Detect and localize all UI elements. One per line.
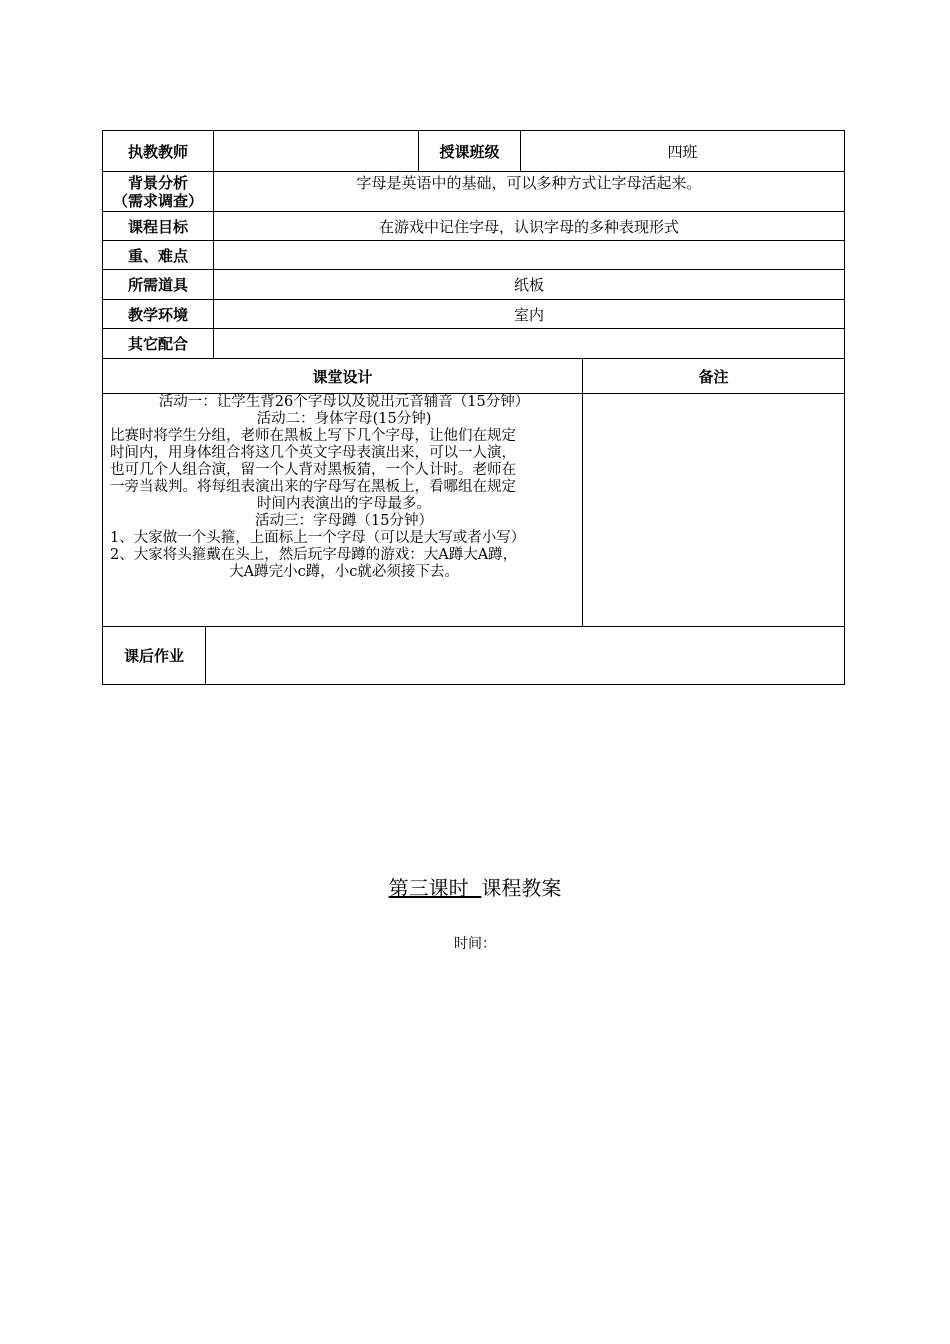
- environment-value: 室内: [513, 305, 544, 324]
- class-label: 授课班级: [439, 142, 500, 161]
- design-line: 比赛时将学生分组，老师在黑板上写下几个字母，让他们在规定: [110, 428, 516, 444]
- notes-header: 备注: [698, 367, 729, 386]
- lesson-title: [0, 872, 950, 901]
- other-value: [214, 329, 844, 358]
- key-points-value: [214, 241, 844, 269]
- key-points-label: 重、难点: [127, 246, 188, 265]
- design-line: 活动三：字母蹲（15分钟）: [255, 513, 433, 529]
- design-line: 1、大家做一个头箍，上面标上一个字母（可以是大写或者小写）: [110, 530, 526, 546]
- props-label: 所需道具: [127, 276, 188, 294]
- design-header: 课堂设计: [312, 367, 373, 386]
- notes-value: [583, 394, 844, 626]
- environment-label: 教学环境: [127, 305, 188, 324]
- other-label: 其它配合: [127, 335, 188, 353]
- background-value: 字母是英语中的基础，可以多种方式让字母活起来。: [356, 173, 702, 192]
- lesson-title-number: 第三课时: [388, 876, 482, 900]
- design-line: 一旁当裁判。将每组表演出来的字母写在黑板上，看哪组在规定: [110, 479, 516, 495]
- homework-label: 课后作业: [123, 647, 184, 665]
- lesson-title-text: 课程教案: [481, 876, 562, 900]
- time-label: 时间：: [454, 936, 496, 952]
- design-line: 也可几个人组合演，留一个人背对黑板猜，一个人计时。老师在: [110, 462, 516, 478]
- design-line: 大A蹲完小c蹲，小c就必须接下去。: [229, 564, 459, 580]
- design-line: 活动一：让学生背26个字母以及说出元音辅音（15分钟）: [158, 394, 530, 410]
- class-value: 四班: [667, 142, 698, 161]
- design-line: 时间内表演出的字母最多。: [257, 496, 431, 512]
- homework-value: [206, 627, 844, 684]
- design-line: 活动二：身体字母(15分钟): [256, 411, 432, 427]
- background-label-line1: 背景分析: [127, 173, 188, 192]
- goal-value: 在游戏中记住字母，认识字母的多种表现形式: [378, 217, 679, 236]
- props-value: 纸板: [513, 276, 544, 294]
- background-label-line2: （需求调查）: [112, 191, 203, 210]
- design-content: [110, 394, 578, 581]
- background-label: [103, 172, 213, 211]
- teacher-value: [214, 131, 418, 171]
- design-line: 2、大家将头箍戴在头上，然后玩字母蹲的游戏：大A蹲大A蹲，: [110, 547, 518, 563]
- design-line: 时间内，用身体组合将这几个英文字母表演出来，可以一人演，: [110, 445, 516, 461]
- teacher-label: 执教教师: [127, 142, 188, 161]
- goal-label: 课程目标: [127, 217, 188, 236]
